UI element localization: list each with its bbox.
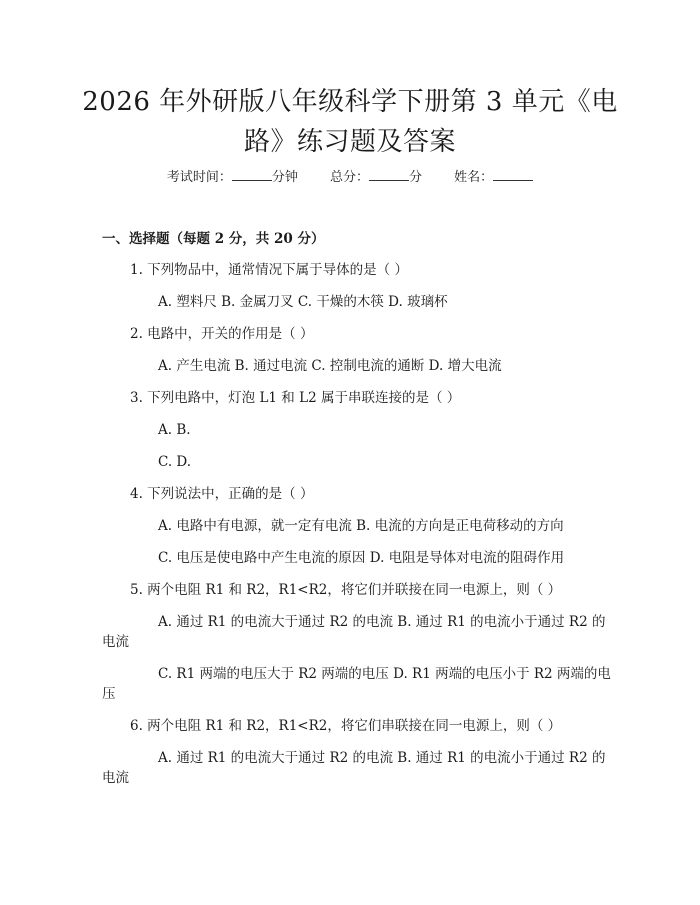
score-blank: [369, 168, 409, 181]
question-5-options-cd: C. R1 两端的电压大于 R2 两端的电压 D. R1 两端的电压小于 R2 两端的电: [158, 666, 611, 682]
name-label: 姓名：: [454, 170, 494, 185]
question-4: 4. 下列说法中，正确的是（ ）: [130, 486, 314, 502]
question-5-options-ab: A. 通过 R1 的电流大于通过 R2 的电流 B. 通过 R1 的电流小于通过 R2 的: [158, 614, 606, 630]
question-2-options: A. 产生电流 B. 通过电流 C. 控制电流的通断 D. 增大电流: [158, 358, 502, 374]
question-6: 6. 两个电阻 R1 和 R2，R1<R2，将它们串联接在同一电源上，则（ ）: [130, 718, 562, 734]
name-blank: [493, 168, 533, 181]
question-4-options-ab: A. 电路中有电源，就一定有电流 B. 电流的方向是正电荷移动的方向: [158, 518, 564, 534]
question-3: 3. 下列电路中，灯泡 L1 和 L2 属于串联连接的是（ ）: [130, 390, 461, 406]
question-6-options-ab-wrap: 电流: [102, 770, 129, 786]
question-6-options-ab: A. 通过 R1 的电流大于通过 R2 的电流 B. 通过 R1 的电流小于通过 R2 的: [158, 750, 606, 766]
section-heading: 一、选择题（每题 2 分，共 20 分）: [102, 231, 325, 247]
time-label: 考试时间：: [166, 170, 232, 185]
exam-meta: [0, 168, 700, 188]
question-3-options-ab: A. B.: [158, 422, 191, 438]
title-line-1: 2026 年外研版八年级科学下册第 3 单元《电: [82, 87, 618, 117]
time-blank: [232, 168, 272, 181]
exam-score: [330, 168, 422, 188]
question-2: 2. 电路中，开关的作用是（ ）: [130, 326, 314, 342]
exam-name: [454, 168, 533, 188]
time-unit: 分钟: [271, 170, 298, 185]
question-1: 1. 下列物品中，通常情况下属于导体的是（ ）: [130, 262, 408, 278]
question-5-options-cd-wrap: 压: [102, 686, 116, 702]
question-3-options-cd: C. D.: [158, 454, 192, 470]
question-4-options-cd: C. 电压是使电路中产生电流的原因 D. 电阻是导体对电流的阻碍作用: [158, 550, 565, 566]
exam-time: [167, 168, 298, 188]
question-1-options: A. 塑料尺 B. 金属刀叉 C. 干燥的木筷 D. 玻璃杯: [158, 294, 448, 310]
score-unit: 分: [409, 170, 423, 185]
question-5: 5. 两个电阻 R1 和 R2，R1<R2，将它们并联接在同一电源上，则（ ）: [130, 582, 562, 598]
question-5-options-ab-wrap: 电流: [102, 634, 129, 650]
title-line-2: 路》练习题及答案: [243, 127, 456, 157]
score-label: 总分：: [329, 170, 369, 185]
